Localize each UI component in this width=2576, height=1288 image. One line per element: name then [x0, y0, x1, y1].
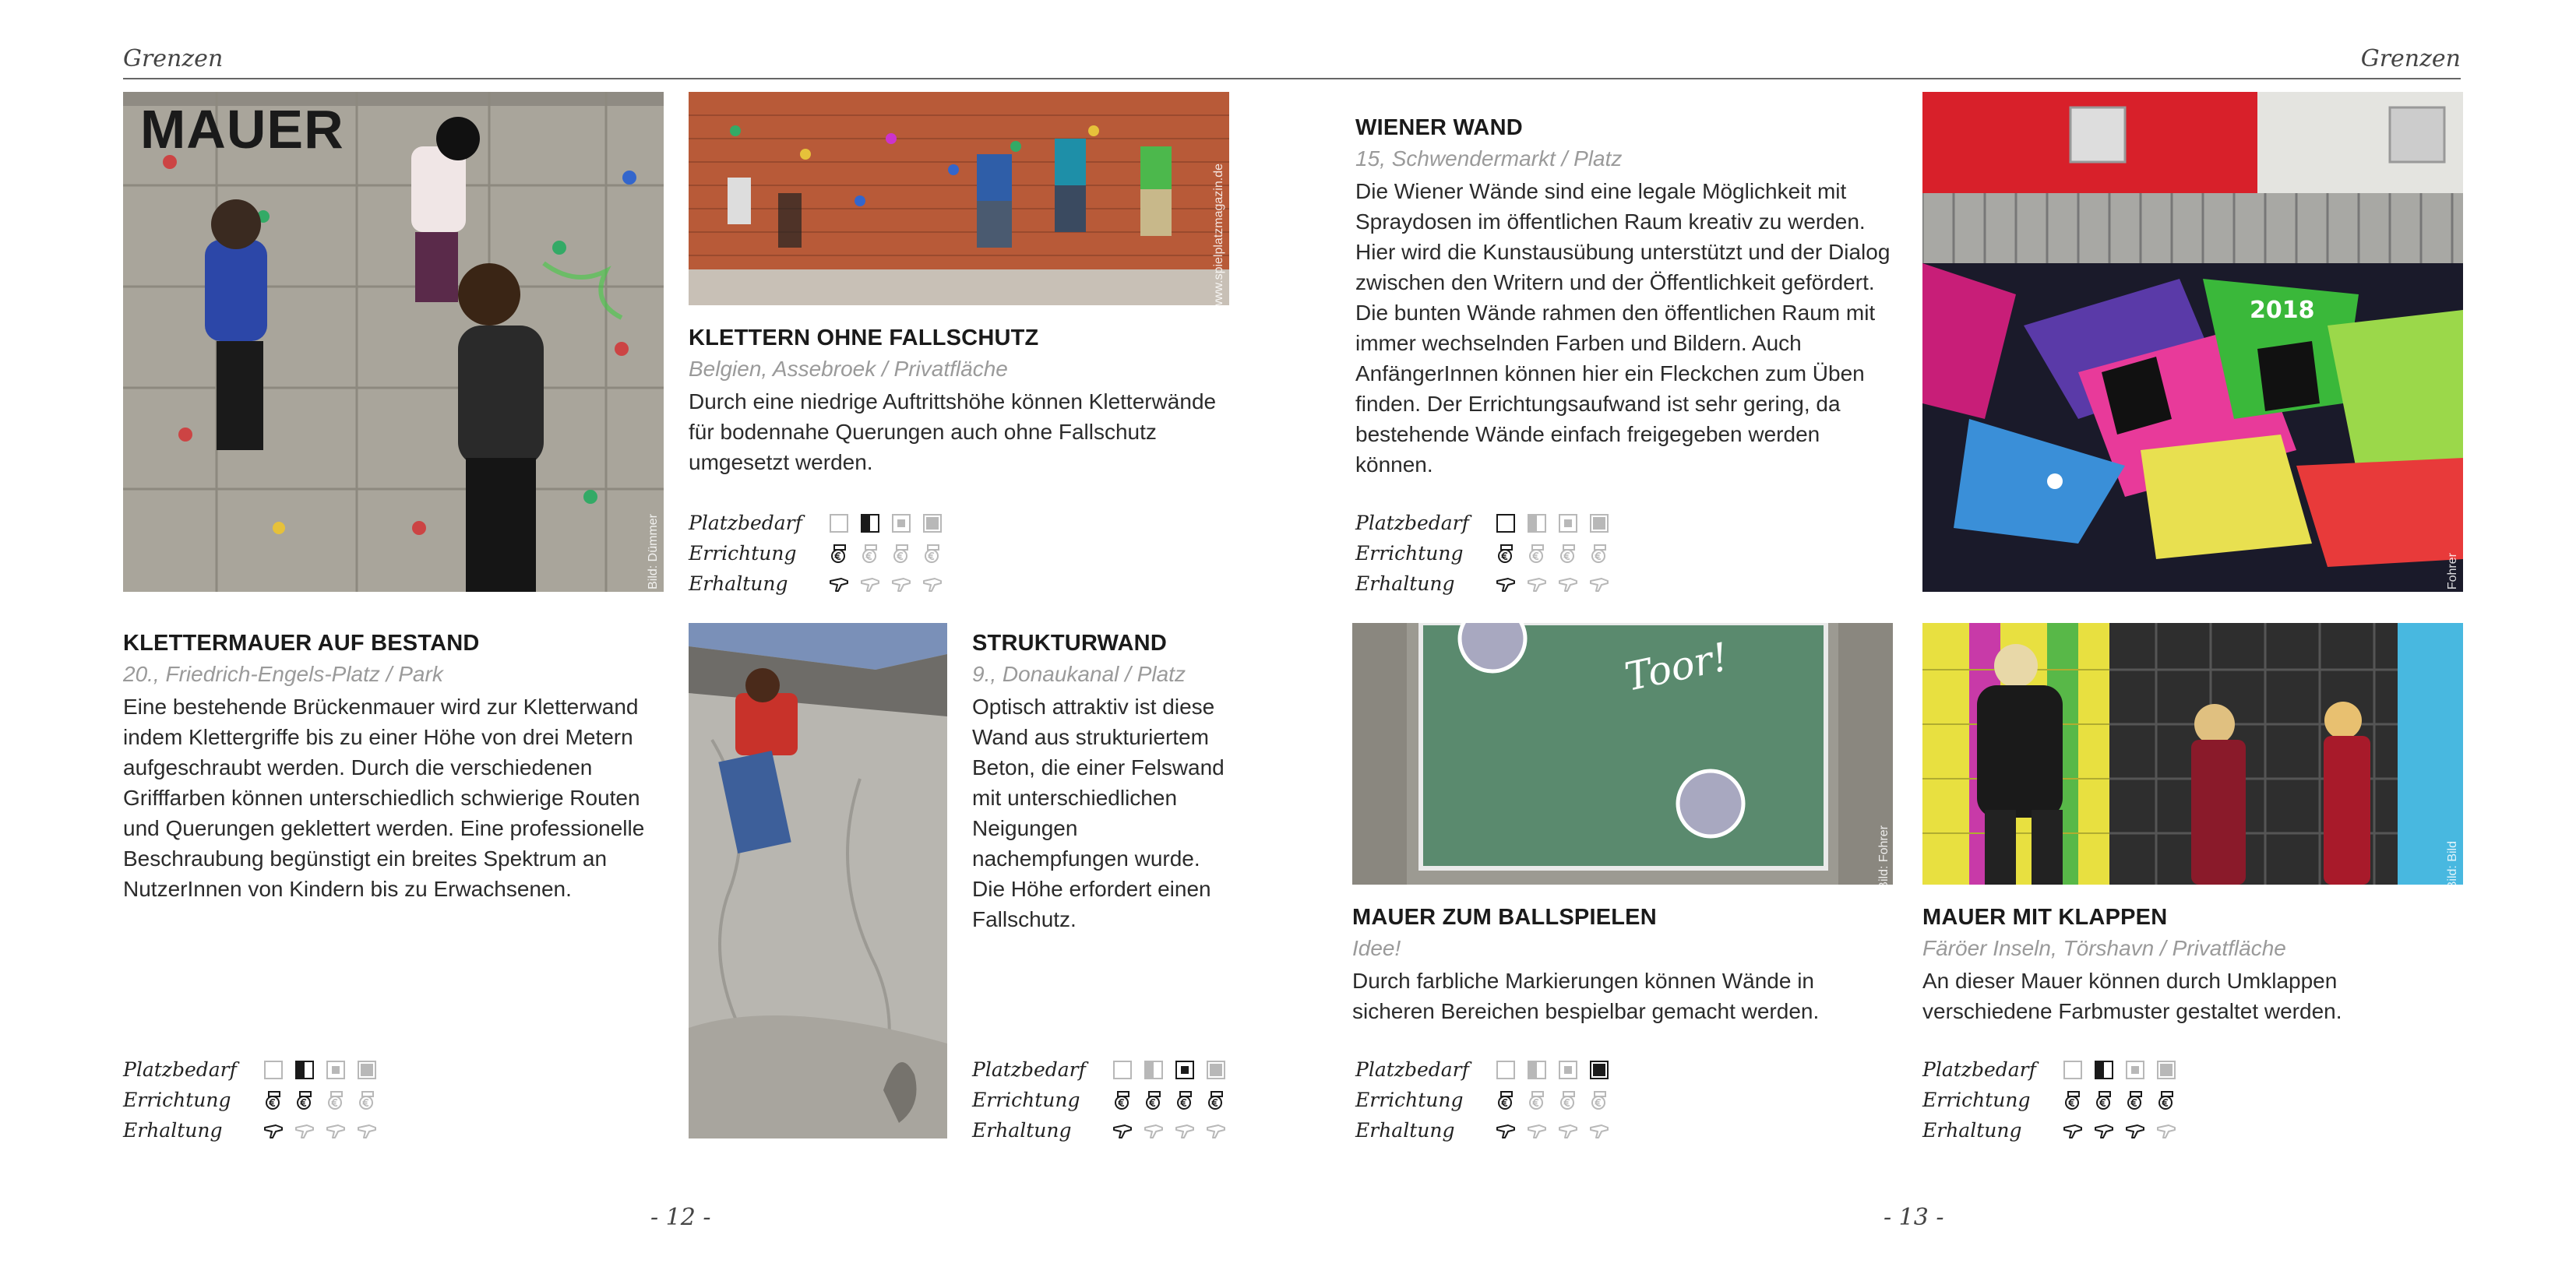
- rating-row-build: [1355, 538, 1609, 568]
- rating-label: Platzbedarf: [1355, 1058, 1469, 1081]
- cost-icon: [2156, 1090, 2176, 1110]
- photo-strukturwand: [689, 623, 947, 1138]
- maintenance-icon: [922, 574, 943, 594]
- page-number-left: - 12 -: [650, 1204, 711, 1231]
- space-icon: [1589, 1060, 1609, 1080]
- space-icon: [1175, 1060, 1195, 1080]
- cost-icon: [263, 1090, 284, 1110]
- maintenance-icon: [1558, 574, 1578, 594]
- space-icon: [1144, 1060, 1164, 1080]
- maintenance-icon: [1175, 1121, 1195, 1141]
- cost-icon: [1206, 1090, 1226, 1110]
- space-icon: [860, 513, 880, 533]
- rating-label: Platzbedarf: [123, 1058, 237, 1081]
- rating-row-upkeep: [1922, 1115, 2176, 1145]
- rating-icons: [2063, 1060, 2176, 1080]
- cost-icon: [860, 544, 880, 564]
- rating-label: Erhaltung: [123, 1119, 223, 1142]
- maintenance-icon: [2156, 1121, 2176, 1141]
- rating-row-build: [1355, 1085, 1609, 1115]
- cost-icon: [2125, 1090, 2145, 1110]
- photo-mauer-mit-klappen: [1922, 623, 2463, 885]
- rating-label: Erhaltung: [1922, 1119, 2022, 1142]
- entry-text: An dieser Mauer können durch Umklappen verschiedene Farbmuster gestaltet werden.: [1922, 969, 2342, 1023]
- entry-title: MAUER MIT KLAPPEN: [1922, 905, 2168, 930]
- space-icon: [922, 513, 943, 533]
- rating-icons: [1112, 1060, 1226, 1080]
- maintenance-icon: [357, 1121, 377, 1141]
- rating-icons: [263, 1090, 377, 1110]
- rating-label: Errichtung: [972, 1089, 1080, 1111]
- space-icon: [2125, 1060, 2145, 1080]
- entry-title: KLETTERN OHNE FALLSCHUTZ: [689, 326, 1039, 350]
- rating-label: Errichtung: [689, 542, 797, 565]
- rating-row-build: [689, 538, 943, 568]
- photo-mauer-zum-ballspielen: [1352, 623, 1893, 885]
- rating-row-space: [1355, 1054, 1609, 1085]
- entry-text: Durch farbliche Markierungen können Wände in sicheren Bereichen bespielbar gemacht werden.: [1352, 969, 1820, 1023]
- rating-row-space: [972, 1054, 1226, 1085]
- entry-title: MAUER ZUM BALLSPIELEN: [1352, 905, 1657, 930]
- rating-icons: [263, 1121, 377, 1141]
- rating-label: Errichtung: [1355, 1089, 1464, 1111]
- space-icon: [1206, 1060, 1226, 1080]
- rating-row-build: [972, 1085, 1226, 1115]
- rating-block: [689, 508, 943, 599]
- rating-icons: [829, 513, 943, 533]
- entry-text: Die Wiener Wände sind eine legale Möglichkeit mit Spraydosen im öffentlichen Raum kreativ zu werden. Hier wird die Kunstausübung unterstützt und der Dialog zwischen den Writern und der Öffentlichkeit gefördert. Die bunten Wände rahmen den öffentlichen Raum mit immer wechselnden Farben und Bildern. Auch AnfängerInnen können hier ein Fleckchen zum Üben finden. Der Errichtungsaufwand ist sehr gering, da bestehende Wände einfach freigegeben werden können.: [1355, 179, 1891, 477]
- cost-icon: [1112, 1090, 1133, 1110]
- entry-text: Optisch attraktiv ist diese Wand aus strukturiertem Beton, die einer Felswand mit unterschiedlichen Neigungen nachempfungen wurde. Die Höhe erfordert einen Fallschutz.: [972, 695, 1225, 931]
- maintenance-icon: [294, 1121, 315, 1141]
- rating-block: [123, 1054, 377, 1145]
- entry-location: 15, Schwendermarkt / Platz: [1355, 146, 1623, 171]
- entry-location: 9., Donaukanal / Platz: [972, 662, 1186, 686]
- rating-row-upkeep: [972, 1115, 1226, 1145]
- maintenance-icon: [891, 574, 911, 594]
- rating-label: Errichtung: [123, 1089, 231, 1111]
- space-icon: [1589, 513, 1609, 533]
- header-rule: [123, 78, 2461, 79]
- maintenance-icon: [2063, 1121, 2083, 1141]
- maintenance-icon: [2125, 1121, 2145, 1141]
- cost-icon: [357, 1090, 377, 1110]
- maintenance-icon: [1112, 1121, 1133, 1141]
- space-icon: [294, 1060, 315, 1080]
- cost-icon: [1527, 544, 1547, 564]
- maintenance-icon: [860, 574, 880, 594]
- rating-row-upkeep: [123, 1115, 377, 1145]
- rating-label: Platzbedarf: [1922, 1058, 2036, 1081]
- cost-icon: [2094, 1090, 2114, 1110]
- running-header-right: Grenzen: [2360, 45, 2461, 72]
- space-icon: [891, 513, 911, 533]
- rating-icons: [2063, 1090, 2176, 1110]
- photo-credit: Bild: Dümmer: [647, 514, 660, 589]
- rating-row-space: [689, 508, 943, 538]
- rating-label: Platzbedarf: [1355, 512, 1469, 534]
- cost-icon: [922, 544, 943, 564]
- space-icon: [1558, 1060, 1578, 1080]
- rating-icons: [1496, 1060, 1609, 1080]
- cost-icon: [891, 544, 911, 564]
- photo-wiener-wand: [1922, 92, 2463, 592]
- rating-icons: [1112, 1121, 1226, 1141]
- entry-title: WIENER WAND: [1355, 115, 1523, 140]
- cost-icon: [1144, 1090, 1164, 1110]
- maintenance-icon: [829, 574, 849, 594]
- entry-text: Eine bestehende Brückenmauer wird zur Kletterwand indem Klettergriffe bis zu einer Höhe von drei Metern aufgeschraubt werden. Durch die verschiedenen Grifffarben können unterschiedlich schwierige Routen und Querungen geklettert werden. Eine professionelle Beschraubung begünstigt ein breites Spektrum an NutzerInnen von Kindern bis zu Erwachsenen.: [123, 695, 645, 901]
- maintenance-icon: [1144, 1121, 1164, 1141]
- rating-row-space: [123, 1054, 377, 1085]
- photo-credit: Bild: Fohrer: [1877, 825, 1891, 890]
- rating-icons: [1496, 544, 1609, 564]
- cost-icon: [1496, 544, 1516, 564]
- photo-klettermauer: [123, 92, 664, 592]
- photo-credit: Bild: Fohrer: [2446, 553, 2459, 618]
- page-number-right: - 13 -: [1884, 1204, 1944, 1231]
- maintenance-icon: [1527, 1121, 1547, 1141]
- rating-label: Erhaltung: [1355, 572, 1455, 595]
- rating-row-space: [1922, 1054, 2176, 1085]
- maintenance-icon: [2094, 1121, 2114, 1141]
- rating-icons: [263, 1060, 377, 1080]
- photo-credit: Bild: Bild: [2446, 841, 2459, 890]
- space-icon: [2156, 1060, 2176, 1080]
- entry-location: Belgien, Assebroek / Privatfläche: [689, 357, 1008, 381]
- cost-icon: [1589, 1090, 1609, 1110]
- space-icon: [357, 1060, 377, 1080]
- maintenance-icon: [1206, 1121, 1226, 1141]
- ball-wall-text: Toor!: [1620, 634, 1732, 700]
- running-header-left: Grenzen: [123, 45, 224, 72]
- rating-icons: [1496, 1121, 1609, 1141]
- rating-icons: [1496, 513, 1609, 533]
- rating-block: [1355, 1054, 1609, 1145]
- rating-icons: [1496, 574, 1609, 594]
- entry-location: Färöer Inseln, Törshavn / Privatfläche: [1922, 936, 2286, 960]
- rating-label: Errichtung: [1922, 1089, 2031, 1111]
- rating-label: Errichtung: [1355, 542, 1464, 565]
- space-icon: [1112, 1060, 1133, 1080]
- rating-row-upkeep: [689, 568, 943, 599]
- entry-location: Idee!: [1352, 936, 1401, 960]
- maintenance-icon: [326, 1121, 346, 1141]
- entry-title: STRUKTURWAND: [972, 631, 1167, 656]
- graffiti-text: 2018: [2250, 297, 2315, 324]
- space-icon: [1558, 513, 1578, 533]
- maintenance-icon: [1589, 1121, 1609, 1141]
- rating-row-upkeep: [1355, 1115, 1609, 1145]
- cost-icon: [1527, 1090, 1547, 1110]
- space-icon: [1527, 1060, 1547, 1080]
- rating-label: Erhaltung: [972, 1119, 1072, 1142]
- rating-icons: [1112, 1090, 1226, 1110]
- photo-klettern-ohne-fallschutz: [689, 92, 1229, 305]
- maintenance-icon: [1496, 574, 1516, 594]
- cost-icon: [1558, 1090, 1578, 1110]
- entry-title: KLETTERMAUER AUF BESTAND: [123, 631, 480, 656]
- maintenance-icon: [1527, 574, 1547, 594]
- rating-icons: [829, 574, 943, 594]
- cost-icon: [294, 1090, 315, 1110]
- space-icon: [2063, 1060, 2083, 1080]
- space-icon: [1496, 513, 1516, 533]
- rating-row-build: [1922, 1085, 2176, 1115]
- space-icon: [2094, 1060, 2114, 1080]
- rating-block: [972, 1054, 1226, 1145]
- rating-row-space: [1355, 508, 1609, 538]
- maintenance-icon: [1558, 1121, 1578, 1141]
- cost-icon: [1496, 1090, 1516, 1110]
- rating-icons: [2063, 1121, 2176, 1141]
- rating-block: [1922, 1054, 2176, 1145]
- rating-label: Erhaltung: [689, 572, 788, 595]
- cost-icon: [2063, 1090, 2083, 1110]
- cost-icon: [1558, 544, 1578, 564]
- rating-label: Erhaltung: [1355, 1119, 1455, 1142]
- cost-icon: [326, 1090, 346, 1110]
- space-icon: [263, 1060, 284, 1080]
- maintenance-icon: [1496, 1121, 1516, 1141]
- rating-row-upkeep: [1355, 568, 1609, 599]
- maintenance-icon: [1589, 574, 1609, 594]
- rating-label: Platzbedarf: [689, 512, 802, 534]
- space-icon: [1527, 513, 1547, 533]
- rating-block: [1355, 508, 1609, 599]
- entry-text: Durch eine niedrige Auftrittshöhe können Kletterwände für bodennahe Querungen auch ohne Fallschutz umgesetzt werden.: [689, 389, 1217, 474]
- section-label: MAUER: [140, 99, 344, 160]
- rating-row-build: [123, 1085, 377, 1115]
- cost-icon: [829, 544, 849, 564]
- cost-icon: [1589, 544, 1609, 564]
- space-icon: [326, 1060, 346, 1080]
- cost-icon: [1175, 1090, 1195, 1110]
- entry-location: 20., Friedrich-Engels-Platz / Park: [123, 662, 443, 686]
- rating-icons: [1496, 1090, 1609, 1110]
- rating-label: Platzbedarf: [972, 1058, 1086, 1081]
- rating-icons: [829, 544, 943, 564]
- space-icon: [1496, 1060, 1516, 1080]
- space-icon: [829, 513, 849, 533]
- maintenance-icon: [263, 1121, 284, 1141]
- photo-credit: Bild: www.spielplatzmagazin.de: [1212, 164, 1225, 338]
